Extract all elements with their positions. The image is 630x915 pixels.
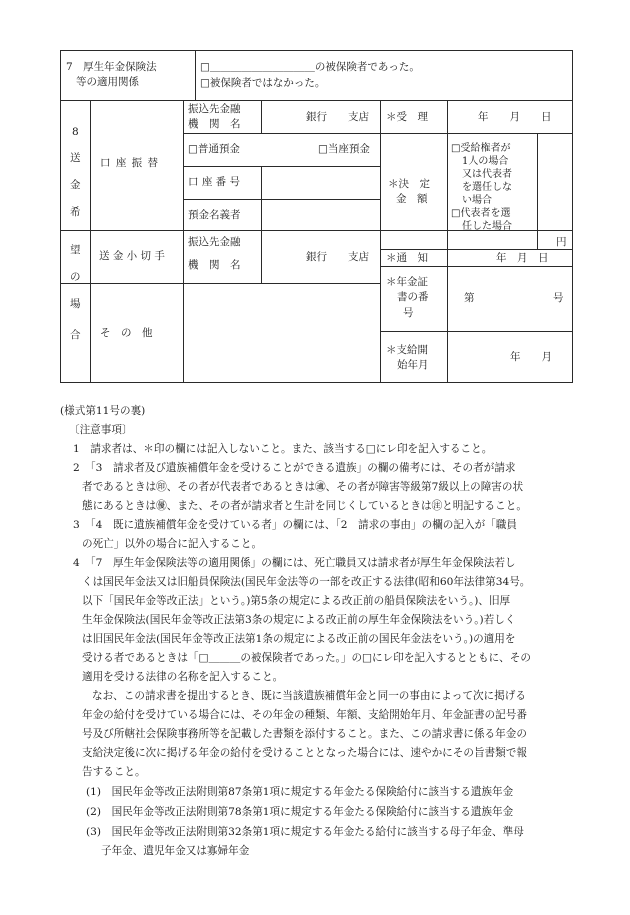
note-line: なお、この請求書を提出するとき、既に当該遺族補償年金と同一の事由によって次に掲げる <box>92 690 526 702</box>
form-text: 合 <box>70 329 81 341</box>
note-line: (3) 国民年金等改正法附則第32条第1項に規定する年金たる給付に該当する母子年金、準母 <box>86 826 524 838</box>
shikyu-label-1: ＊支給開 <box>386 344 428 356</box>
shikyu-date: 年 月 <box>510 351 552 363</box>
note-line: 子年金、遺児年金又は寡婦年金 <box>101 845 250 857</box>
note-line: 生年金保険法(国民年金等改正法第3条の規定による改正前の厚生年金保険法をいう。)若しく <box>82 614 516 626</box>
bank-branch-field[interactable]: 銀行 支店 <box>306 111 369 123</box>
form-text: 送 <box>70 152 81 164</box>
nenkin-shosho-label-3: 号 <box>403 307 414 319</box>
tsuchi-label: ＊通 知 <box>386 252 428 264</box>
form-text: い場合 <box>462 195 492 206</box>
yen-unit: 円 <box>556 236 567 248</box>
juri-date: 年 月 日 <box>478 111 552 123</box>
go-label: 号 <box>553 292 564 304</box>
note-line: 2 「3 請求者及び遺族補償年金を受けることができる遺族」の欄の備考には、その者が請求 <box>73 462 516 474</box>
notes-header: 〔注意事項〕 <box>69 424 133 436</box>
note-line: (2) 国民年金等改正法附則第78条第1項に規定する年金たる保険給付に該当する遺族年金 <box>86 806 514 818</box>
form-text: 又は代表者 <box>462 169 512 180</box>
tsuchi-date: 年 月 日 <box>496 252 549 264</box>
sec7-option-not-insured[interactable]: □被保険者ではなかった。 <box>200 77 326 89</box>
note-line: (1) 国民年金等改正法附則第87条第1項に規定する年金たる保険給付に該当する遺族年金 <box>86 786 514 798</box>
note-line: 態にあるときは㊝、また、その者が請求者と生計を同じくしているときは㊟と明記すること。 <box>82 500 527 512</box>
note-line: 告すること。 <box>82 766 146 778</box>
note-line: 4 「7 厚生年金保険法等の適用関係」の欄には、死亡職員又は請求者が厚生年金保険法若し <box>73 557 516 569</box>
note-line: 以下「国民年金等改正法」という。)第5条の規定による改正前の船員保険法をいう。)、旧厚 <box>82 595 511 607</box>
note-line: 年金の給付を受けている場合には、その年金の種類、年額、支給開始年月、年金証書の記号番 <box>82 709 527 721</box>
nenkin-shosho-label-2: 書の番 <box>397 291 429 303</box>
note-line: 3 「4 既に遺族補償年金を受けている者」の欄には、「2 請求の事由」の欄の記入が「職員 <box>73 519 517 531</box>
form-text: を選任しな <box>462 182 512 193</box>
furikomi-bank-label-1: 振込先金融 <box>188 103 241 115</box>
sec8-number: 8 <box>72 126 79 138</box>
sec7-option-insured[interactable]: □＿＿＿＿＿＿＿＿＿＿の被保険者であった。 <box>200 61 420 73</box>
nenkin-shosho-label-1: ＊年金証 <box>386 276 428 288</box>
representative-option[interactable]: □代表者を選 <box>451 208 511 219</box>
note-line: は旧国民年金法(国民年金等改正法第1条の規定による改正前の国民年金法をいう。)の適用を <box>82 633 516 645</box>
juri-label: ＊受 理 <box>386 111 428 123</box>
recipient-option[interactable]: □受給権者が <box>451 143 511 154</box>
notes-title: (様式第11号の裏) <box>60 405 146 417</box>
form-text: 1人の場合 <box>462 156 509 167</box>
form-text: の <box>70 271 81 283</box>
note-line: 号及び所轄社会保険事務所等を記載した書類を添付すること。また、この請求書に係る年金の <box>82 728 527 740</box>
kogitte-bank-branch-field[interactable]: 銀行 支店 <box>306 251 369 263</box>
furikomi-bank-label-2: 機 関 名 <box>188 118 241 130</box>
futsu-yokin-checkbox[interactable]: □普通預金 <box>188 143 240 155</box>
note-line: くは国民年金法又は旧船員保険法(国民年金法等の一部を改正する法律(昭和60年法律第34号。 <box>82 576 531 588</box>
form-text: 場 <box>70 298 81 310</box>
sec7-label-line1: 7 厚生年金保険法 <box>66 61 157 73</box>
note-line: 適用を受ける法律の名称を記入すること。 <box>82 671 284 683</box>
form-text: 任した場合 <box>462 221 512 232</box>
note-line: 1 請求者は、＊印の欄には記入しないこと。また、該当する□にレ印を記入すること。 <box>73 443 493 455</box>
kettei-label-1: ＊決 定 <box>388 178 430 190</box>
form-text: 金 <box>70 179 81 191</box>
toza-yokin-checkbox[interactable]: □当座預金 <box>318 143 370 155</box>
shikyu-label-2: 始年月 <box>397 359 429 371</box>
form-text: 希 <box>70 206 81 218</box>
form-text: 望 <box>70 244 81 256</box>
kouza-bango-label: 口 座 番 号 <box>188 176 241 188</box>
sonota-label: そ の 他 <box>100 327 153 339</box>
kouza-furikae-label: 口 座 振 替 <box>100 157 160 169</box>
note-line: 受ける者であるときは「□＿＿＿の被保険者であった。」の□にレ印を記入するとともに、その <box>82 652 531 664</box>
yokin-meigi-label: 預金名義者 <box>188 209 241 221</box>
note-line: の死亡」以外の場合に記入すること。 <box>82 538 263 550</box>
kettei-label-2: 金 額 <box>396 193 428 205</box>
kogitte-bank-label-1: 振込先金融 <box>188 236 241 248</box>
dai-label: 第 <box>464 292 475 304</box>
sec7-label-line2: 等の適用関係 <box>76 76 139 88</box>
note-line: 者であるときは㊞、その者が代表者であるときは㊜、その者が障害等級第7級以上の障害の状 <box>82 481 524 493</box>
sokin-kogitte-label: 送 金 小 切 手 <box>99 250 165 262</box>
kogitte-bank-label-2: 機 関 名 <box>188 259 241 271</box>
note-line: 支給決定後に次に掲げる年金の給付を受けることとなった場合には、速やかにその旨書類で報 <box>82 747 527 759</box>
